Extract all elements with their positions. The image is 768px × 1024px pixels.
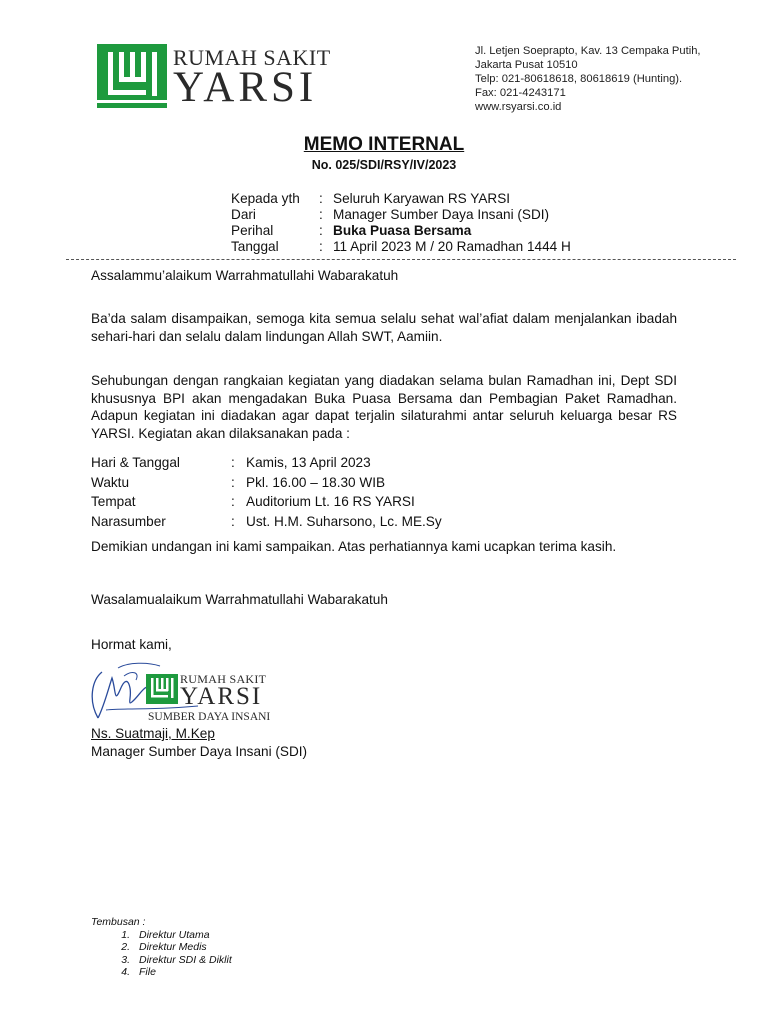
memo-title: MEMO INTERNAL (303, 134, 465, 155)
event-row-speaker (91, 512, 442, 532)
event-row-date (91, 453, 442, 473)
regards: Hormat kami, (91, 637, 172, 652)
event-colon: : (231, 494, 235, 509)
dashed-divider (66, 259, 736, 260)
event-colon: : (231, 474, 235, 490)
address-phone: Telp: 021-80618618, 80618619 (Hunting). (475, 73, 683, 85)
cc-number: 2. (121, 941, 130, 953)
cc-number: 3. (121, 953, 130, 966)
event-label: Hari & Tanggal (91, 455, 180, 470)
list-item (91, 966, 232, 979)
event-row-time (91, 473, 442, 493)
signer-name: Ns. Suatmaji, M.Kep (91, 726, 215, 741)
closing-sentence: Demikian undangan ini kami sampaikan. Atas perhatiannya kami ucapkan terima kasih. (91, 539, 617, 554)
meta-row-subject (231, 223, 571, 239)
meta-colon: : (319, 223, 323, 238)
signature-stamp (88, 660, 288, 730)
cc-text: File (139, 966, 156, 978)
event-label: Tempat (91, 494, 136, 509)
hospital-address (475, 44, 701, 114)
meta-row-to (231, 191, 571, 207)
stamp-emblem-icon (146, 674, 178, 704)
meta-value: Manager Sumber Daya Insani (SDI) (333, 207, 550, 222)
meta-row-date (231, 239, 571, 255)
event-value: Auditorium Lt. 16 RS YARSI (246, 494, 415, 509)
event-value: Ust. H.M. Suharsono, Lc. ME.Sy (246, 513, 442, 529)
meta-colon: : (319, 207, 323, 222)
meta-label: Perihal (231, 223, 274, 238)
event-label: Waktu (91, 474, 130, 490)
cc-number: 4. (121, 966, 130, 978)
meta-row-from (231, 207, 571, 223)
meta-value: 11 April 2023 M / 20 Ramadhan 1444 H (333, 239, 571, 254)
cc-text: Direktur SDI & Diklit (139, 953, 232, 966)
stamp-text-rumah-sakit: RUMAH SAKIT (180, 672, 267, 686)
stamp-text-department: SUMBER DAYA INSANI (148, 711, 271, 723)
meta-label: Tanggal (231, 239, 279, 254)
event-value: Pkl. 16.00 – 18.30 WIB (246, 474, 386, 490)
logo-text-rumah-sakit: RUMAH SAKIT (173, 45, 331, 70)
signer-title: Manager Sumber Daya Insani (SDI) (91, 744, 308, 759)
list-item (91, 954, 232, 967)
meta-label: Kepada yth (231, 191, 300, 206)
event-colon: : (231, 455, 235, 470)
list-item (91, 941, 232, 954)
meta-value: Buka Puasa Bersama (333, 223, 472, 238)
meta-value: Seluruh Karyawan RS YARSI (333, 191, 511, 206)
cc-text: Direktur Utama (139, 928, 210, 941)
yarsi-emblem-icon (97, 44, 167, 108)
address-fax: Fax: 021-4243171 (475, 87, 566, 99)
paragraph-intro: Ba’da salam disampaikan, semoga kita semua selalu sehat wal’afiat dalam menjalankan ibadah sehari-hari dan selalu dalam lindungan Allah SWT, Aamiin. (91, 311, 677, 344)
event-label: Narasumber (91, 513, 166, 529)
logo-text-yarsi: YARSI (173, 64, 318, 111)
event-details (91, 453, 442, 531)
stamp-text-yarsi: YARSI (180, 683, 263, 710)
memo-number: No. 025/SDI/RSY/IV/2023 (311, 158, 457, 172)
meta-label: Dari (231, 207, 256, 222)
event-colon: : (231, 513, 235, 529)
carbon-copy (91, 916, 232, 979)
meta-colon: : (319, 239, 323, 254)
meta-colon: : (319, 191, 323, 206)
farewell: Wasalamualaikum Warrahmatullahi Wabarakatuh (91, 592, 388, 607)
hospital-logo (97, 44, 337, 111)
cc-list (91, 929, 232, 979)
cc-number: 1. (121, 928, 130, 941)
address-line: Jakarta Pusat 10510 (475, 59, 578, 71)
address-line: Jl. Letjen Soeprapto, Kav. 13 Cempaka Putih, (475, 45, 701, 57)
greeting: Assalammu’alaikum Warrahmatullahi Wabarakatuh (91, 268, 399, 283)
list-item (91, 929, 232, 942)
address-website: www.rsyarsi.co.id (475, 101, 562, 113)
event-value: Kamis, 13 April 2023 (246, 455, 371, 470)
cc-text: Direktur Medis (139, 941, 207, 953)
memo-meta (231, 191, 571, 255)
paragraph-main: Sehubungan dengan rangkaian kegiatan yang diadakan selama bulan Ramadhan ini, Dept SDI khususnya BPI akan mengadakan Buka Puasa Bersama dan Pembagian Paket Ramadhan. Adapun kegiatan ini diadakan agar dapat terjalin silaturahmi antar seluruh keluarga besar RS YARSI. Kegiatan akan dilaksanakan pada : (91, 373, 677, 441)
event-row-place (91, 492, 442, 512)
cc-heading: Tembusan : (91, 916, 146, 928)
